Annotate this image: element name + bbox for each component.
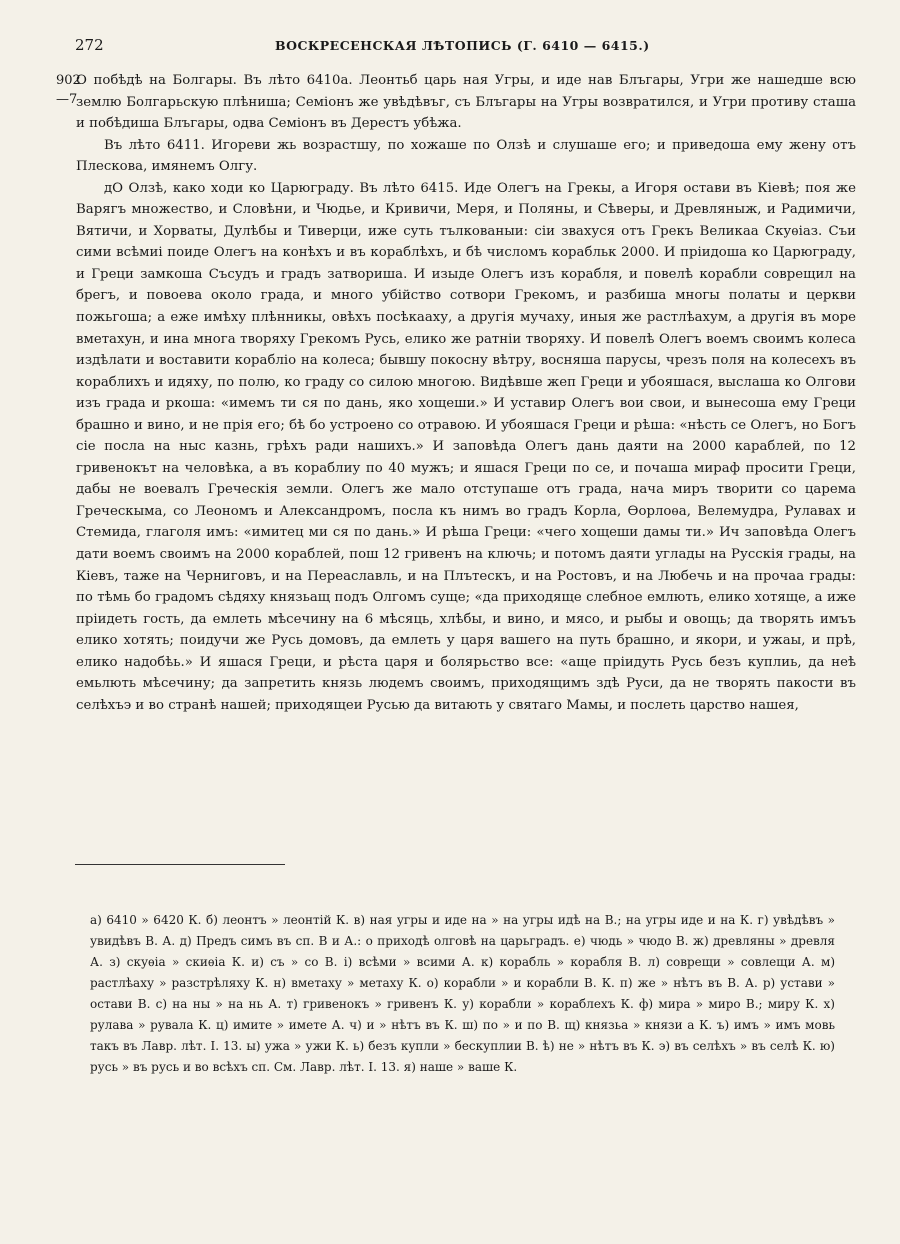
margin-range-note: —7 [56,92,78,107]
paragraph-oleg-campaign: дО Олзѣ, како ходи ко Царюграду. Въ лѣто 6415. Иде Олегъ на Грекы, а Игоря остави въ Кіевѣ; поя же Варягъ множество, и Словѣни, и Чюдье, и Кривичи, Меря, и Поляны, и Сѣверы, и Древляныж, и Радимичи, Вятичи, и Хорваты, Дулѣбы и Тиверци, иже суть тълкованыи: сіи звахуся отъ Грекъ Великаа Скуѳіаз. Съи сими всѣмиі поиде Олегъ на конѣхъ и въ кораблѣхъ, и бѣ числомъ корабльк 2000. И пріидоша ко Царюграду, и Греци замкоша Съсудъ и градъ затвориша. И изыде Олегъ изъ корабля, и повелѣ корабли соврещил на брегъ, и повоева около града, и много убійство сотвори Грекомъ, и разбиша многы полаты и церкви пожьгоша; а еже имѣху плѣнникы, овѣхъ посѣкааху, а другія мучаху, иныя же растлѣахум, а другія въ море вметахун, и ина многа творяху Грекомъ Русь, елико же ратніи творяху. И повелѣ Олегъ воемъ своимъ колеса издѣлати и воставити корабліо на колеса; бывшу покосну вѣтру, восняша парусы, чрезъ поля на колесехъ въ кораблихъ и идяху, по полю, ко граду со силою многою. Видѣвше жеп Греци и убояшася, выслаша ко Олгови изъ града и ркоша: «имемъ ти ся по дань, яко хощеши.» И уставир Олегъ вои свои, и вынесоша ему Греци брашно и вино, и не прія его; бѣ бо устроено со отравою. И убояшася Греци и рѣша: «нѣсть се Олегъ, но Богъ сіе посла на ныс казнь, грѣхъ ради нашихъ.» И заповѣда Олегъ дань даяти на 2000 караблей, по 12 гривенокът на человѣка, а въ кораблиу по 40 мужъ; и яшася Греци по се, и почаша мираф просити Греци, дабы не воевалъ Греческія земли. Олегъ же мало отступаше отъ града, нача миръ творити со царема Греческыма, со Леономъ и Александромъ, посла къ нимъ во градъ Корла, Ѳорлоѳа, Велемудра, Рулавах и Стемида, глаголя имъ: «имитец ми ся по дань.» И рѣша Греци: «чего хощеши дамы ти.» Ич заповѣда Олегъ дати воемъ своимъ на 2000 кораблей, пош 12 гривенъ на ключь; и потомъ даяти углады на Русскія грады, на Кіевъ, таже на Черниговъ, и на Переаславль, и на Плътескъ, и на Ростовъ, и на Любечь и на прочаа грады: по тѣмь бо градомъ сѣдяху князьащ подъ Олгомъ суще; «да приходяще слебное емлють, елико хотяще, а иже пріидеть гость, да емлеть мѣсечину на 6 мѣсяць, хлѣбы, и вино, и мясо, и рыбы и овощь; да творять имъъ елико хотять; поидучи же Русь домовъ, да емлеть у царя вашего на путь брашно, и якори, и ужаы, и прѣ, елико надобѣь.» И яшася Греци, и рѣста царя и болярьство все: «аще пріидуть Русь безъ куплиь, да неѣ емьлють мѣсечину; да запретить князь людемъ своимъ, приходящимъ здѣ Руси, да не творять пакости въ селѣхъэ и во странѣ нашей; приходящеи Русью да витають у святаго Мамы, и послеть царство нашея, [76,180,856,713]
running-head: ВОСКРЕСЕНСКАЯ ЛѢТОПИСЬ (Г. 6410 — 6415.) [275,38,650,53]
page-header [75,36,840,54]
paragraph-victory-over-bulgars: О побѣдѣ на Болгары. Въ лѣто 6410а. Леонтьб царь ная Угры, и иде нав Блъгары, Угри же нашедше всю землю Болгарьскую плѣниша; Семіонъ же увѣдѣвъг, съ Блъгары на Угры возвратился, и Угри противу сташа и побѣдиша Блъгары, одва Семіонъ въ Дерестъ убѣжа. [76,73,856,132]
chronicle-text [76,70,856,716]
footnote-apparatus: а) 6410 » 6420 К. б) леонтъ » леонтій К. в) ная угры и иде на » на угры идѣ на В.; на угры иде и на К. г) увѣдѣвъ » увидѣвъ В. А. д) Предъ симъ въ сп. В и А.: о приходѣ олговѣ на царьградъ. е) чюдь » чюдо В. ж) древляны » древля А. з) скуѳіа » скиѳіа К. и) съ » со В. і) всѣми » всими А. к) корабль » корабля В. л) соврещи » совлещи А. м) растлѣаху » разстрѣляху К. н) вметаху » метаху К. о) корабли » и корабли В. К. п) же » нѣтъ въ В. А. р) устави » остави В. с) на ны » на нь А. т) гривенокъ » гривенъ К. у) корабли » кораблехъ К. ф) мира » миро В.; миру К. х) рулава » рувала К. ц) имите » имете А. ч) и » нѣтъ въ К. ш) по » и по В. щ) князьа » князи а К. ъ) имъ » имъ мовь такъ въ Лавр. лѣт. I. 13. ы) ужа » ужи К. ь) безъ купли » бескуплии В. ѣ) не » нѣтъ въ К. э) въ селѣхъ » въ селѣ К. ю) русь » въ русь и во всѣхъ сп. См. Лавр. лѣт. I. 13. я) наше » ваше К. [90,913,835,1074]
page-number: 272 [75,36,104,54]
footnotes [90,910,835,1078]
paragraph-year-6411: Въ лѣто 6411. Игореви жь возрастшу, по хожаше по Олзѣ и слушаше его; и приведоша ему жену отъ Плескова, имянемъ Олгу. [76,137,856,175]
margin-year-note: 902 [56,73,81,88]
footnote-divider [75,864,285,865]
